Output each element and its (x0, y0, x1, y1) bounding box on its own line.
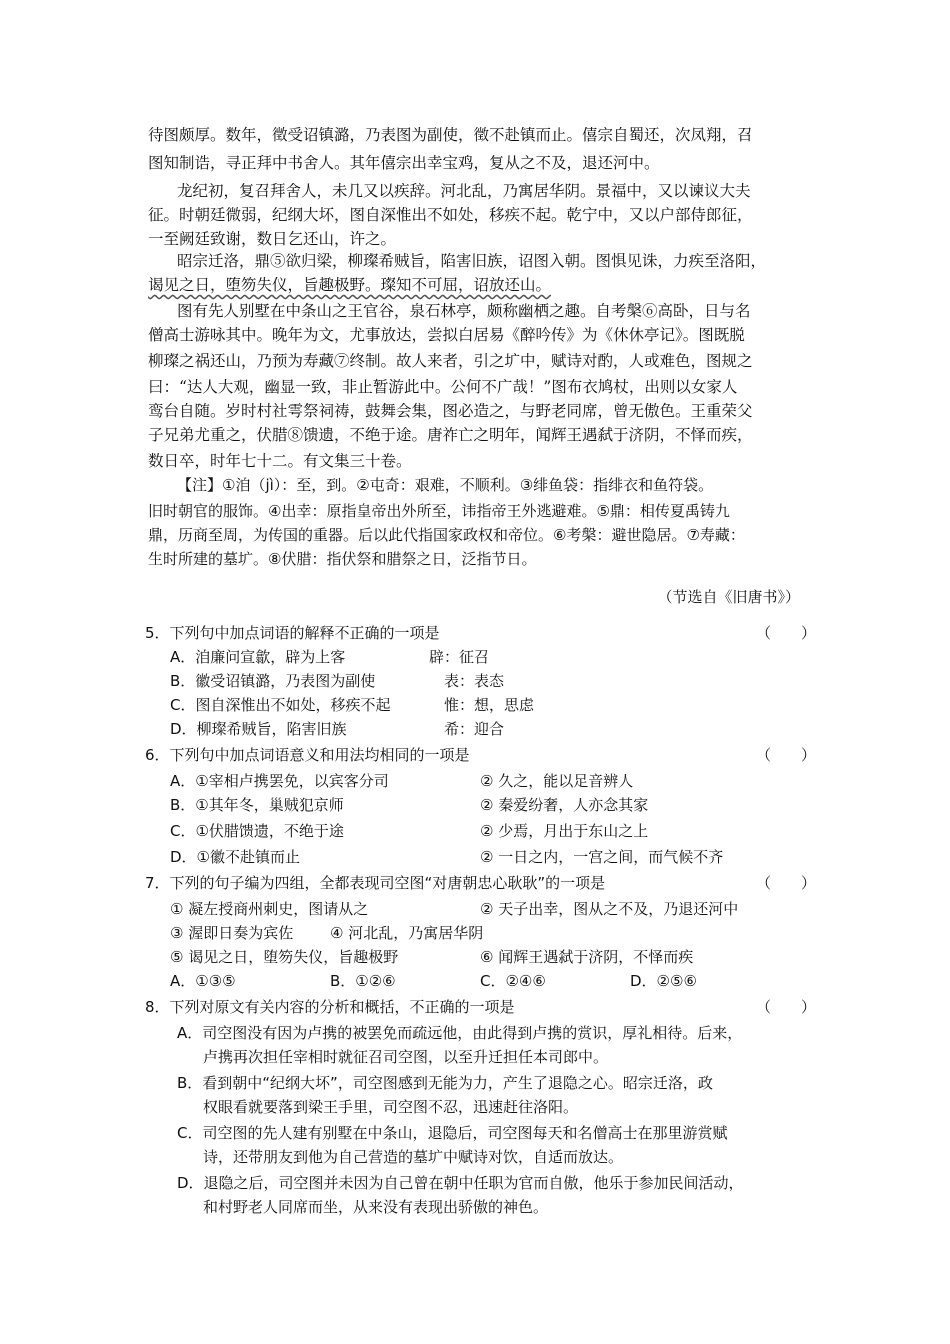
passage-line: 僧高士游咏其中。晚年为文，尤事放达，尝拟白居易《醉吟传》为《休休亭记》。图既脱 (148, 326, 745, 344)
passage-line: 征。时朝廷微弱，纪纲大坏，图自深惟出不如处，移疾不起。乾宁中，又以户部侍郎征， (148, 206, 753, 224)
q5-option-a: A．洎廉问宣歙，辟为上客 (170, 648, 346, 666)
passage-line: 子兄弟尤重之，伏腊⑧馈遗，不绝于途。唐祚亡之明年，闻辉王遇弑于济阴，不怿而疾， (148, 426, 753, 444)
passage-line: 曰：“达人大观，幽显一致，非止暂游此中。公何不广哉！”图布衣鸠杖，出则以女家人 (148, 378, 738, 396)
q6-option-b-left: B．①其年冬，巢贼犯京师 (170, 796, 344, 814)
q8-option-c: C．司空图的先人建有别墅在中条山，退隐后，司空图每天和名僧高士在那里游赏赋 (177, 1124, 728, 1142)
q7-item-1: ① 凝左授商州刺史，图请从之 (170, 900, 369, 918)
passage-line: 待图颇厚。数年，徵受诏镇潞，乃表图为副使，徵不赴镇而止。僖宗自蜀还，次凤翔，召 (148, 126, 753, 144)
q8-option-a-cont: 卢携再次担任宰相时就征召司空图，以至升迁担任本司郎中。 (203, 1048, 609, 1066)
passage-line: 鸾台自随。岁时村社雩祭祠祷，鼓舞会集，图必造之，与野老同席，曾无傲色。王重荣父 (148, 402, 753, 420)
notes-line: 旧时朝官的服饰。④出幸：原指皇帝出外所至，讳指帝王外逃避难。⑤鼎：相传夏禹铸九 (148, 502, 730, 520)
passage-line: 昭宗迁洛，鼎⑤欲归梁，柳璨希贼旨，陷害旧族，诏图入朝。图惧见诛，力疾至洛阳， (177, 252, 767, 270)
q5-option-b: B．徽受诏镇潞，乃表图为副使 (170, 672, 376, 690)
passage-line: 图知制诰，寻正拜中书舍人。其年僖宗出幸宝鸡，复从之不及，退还河中。 (148, 154, 660, 172)
q8-option-c-cont: 诗，还带朋友到他为自己营造的墓圹中赋诗对饮，自适而放达。 (203, 1148, 624, 1166)
q7-item-3: ③ 渥即日奏为宾佐 (170, 924, 294, 942)
q7-choice-b: B．①②⑥ (330, 972, 396, 990)
passage-line: 数日卒，时年七十二。有文集三十卷。 (148, 452, 412, 470)
question-5-stem: 5．下列句中加点词语的解释不正确的一项是 (145, 624, 440, 642)
notes-line: 生时所建的墓圹。⑧伏腊：指伏祭和腊祭之日，泛指节日。 (148, 550, 537, 568)
q5-gloss-d: 希：迎合 (444, 720, 505, 738)
q6-option-a-left: A．①宰相卢携罢免，以宾客分司 (170, 772, 389, 790)
q8-option-d: D．退隐之后，司空图并未因为自己曾在朝中任职为官而自傲，他乐于参加民间活动， (177, 1174, 744, 1192)
q6-option-a-right: ② 久之，能以足音辨人 (480, 772, 634, 790)
q5-gloss-b: 表：表态 (444, 672, 505, 690)
q7-choice-a: A．①③⑤ (170, 972, 236, 990)
q5-gloss-a: 辟：征召 (429, 648, 490, 666)
answer-bracket: （ ） (756, 998, 817, 1016)
q6-option-d-left: D．①徽不赴镇而止 (170, 848, 300, 866)
q7-choice-c: C．②④⑥ (480, 972, 546, 990)
q6-option-c-left: C．①伏腊馈遗，不绝于途 (170, 822, 344, 840)
answer-bracket: （ ） (756, 874, 817, 892)
answer-bracket: （ ） (756, 624, 817, 642)
q7-item-6: ⑥ 闻辉王遇弑于济阴，不怿而疾 (480, 948, 694, 966)
q7-choice-d: D．②⑤⑥ (630, 972, 697, 990)
q8-option-b: B．看到朝中“纪纲大坏”，司空图感到无能为力，产生了退隐之心。昭宗迁洛，政 (177, 1074, 713, 1092)
question-7-stem: 7．下列的句子编为四组，全都表现司空图“对唐朝忠心耿耿”的一项是 (145, 874, 606, 892)
notes-line: 【注】①洎（jì）：至，到。②屯奇：艰难，不顺利。③绯鱼袋：指绯衣和鱼符袋。 (177, 476, 714, 494)
q6-option-b-right: ② 秦爱纷奢，人亦念其家 (480, 796, 649, 814)
q5-option-d: D．柳璨希贼旨，陷害旧族 (170, 720, 347, 738)
passage-line: 图有先人别墅在中条山之王官谷，泉石林亭，颇称幽栖之趣。自考槃⑥高卧，日与名 (177, 302, 751, 320)
q6-option-c-right: ② 少焉，月出于东山之上 (480, 822, 649, 840)
passage-line-underlined (148, 274, 551, 296)
question-8-stem: 8．下列对原文有关内容的分析和概括，不正确的一项是 (145, 998, 515, 1016)
q7-item-5: ⑤ 谒见之日，堕笏失仪，旨趣极野 (170, 948, 399, 966)
q8-option-d-cont: 和村野老人同席而坐，从来没有表现出骄傲的神色。 (203, 1198, 549, 1216)
q5-option-c: C．图自深惟出不如处，移疾不起 (170, 696, 391, 714)
answer-bracket: （ ） (756, 746, 817, 764)
q8-option-a: A．司空图没有因为卢携的被罢免而疏远他，由此得到卢携的赏识，厚礼相待。后来， (177, 1024, 743, 1042)
question-6-stem: 6．下列句中加点词语意义和用法均相同的一项是 (145, 746, 470, 764)
underlined-text: 谒见之日，堕笏失仪，旨趣极野。璨知不可屈，诏放还山。 (148, 276, 552, 294)
notes-line: 鼎，历商至周，为传国的重器。后以此代指国家政权和帝位。⑥考槃：避世隐居。⑦寿藏： (148, 526, 745, 544)
passage-line: 柳璨之祸还山，乃预为寿藏⑦终制。故人来者，引之圹中，赋诗对酌，人或难色，图规之 (148, 352, 753, 370)
q7-item-2: ② 天子出幸，图从之不及，乃退还河中 (480, 900, 739, 918)
passage-line: 一至阙廷致谢，数日乞还山，许之。 (148, 230, 397, 248)
q5-gloss-c: 惟：想，思虑 (444, 696, 535, 714)
q7-item-4: ④ 河北乱，乃寓居华阴 (330, 924, 484, 942)
passage-line: 龙纪初，复召拜舍人，未几又以疾辞。河北乱，乃寓居华阴。景福中，又以谏议大夫 (177, 182, 751, 200)
q8-option-b-cont: 权眼看就要落到梁王手里，司空图不忍，迅速赶往洛阳。 (203, 1098, 579, 1116)
source-citation: （节选自《旧唐书》） (657, 588, 800, 606)
q6-option-d-right: ② 一日之内，一宫之间，而气候不齐 (480, 848, 724, 866)
